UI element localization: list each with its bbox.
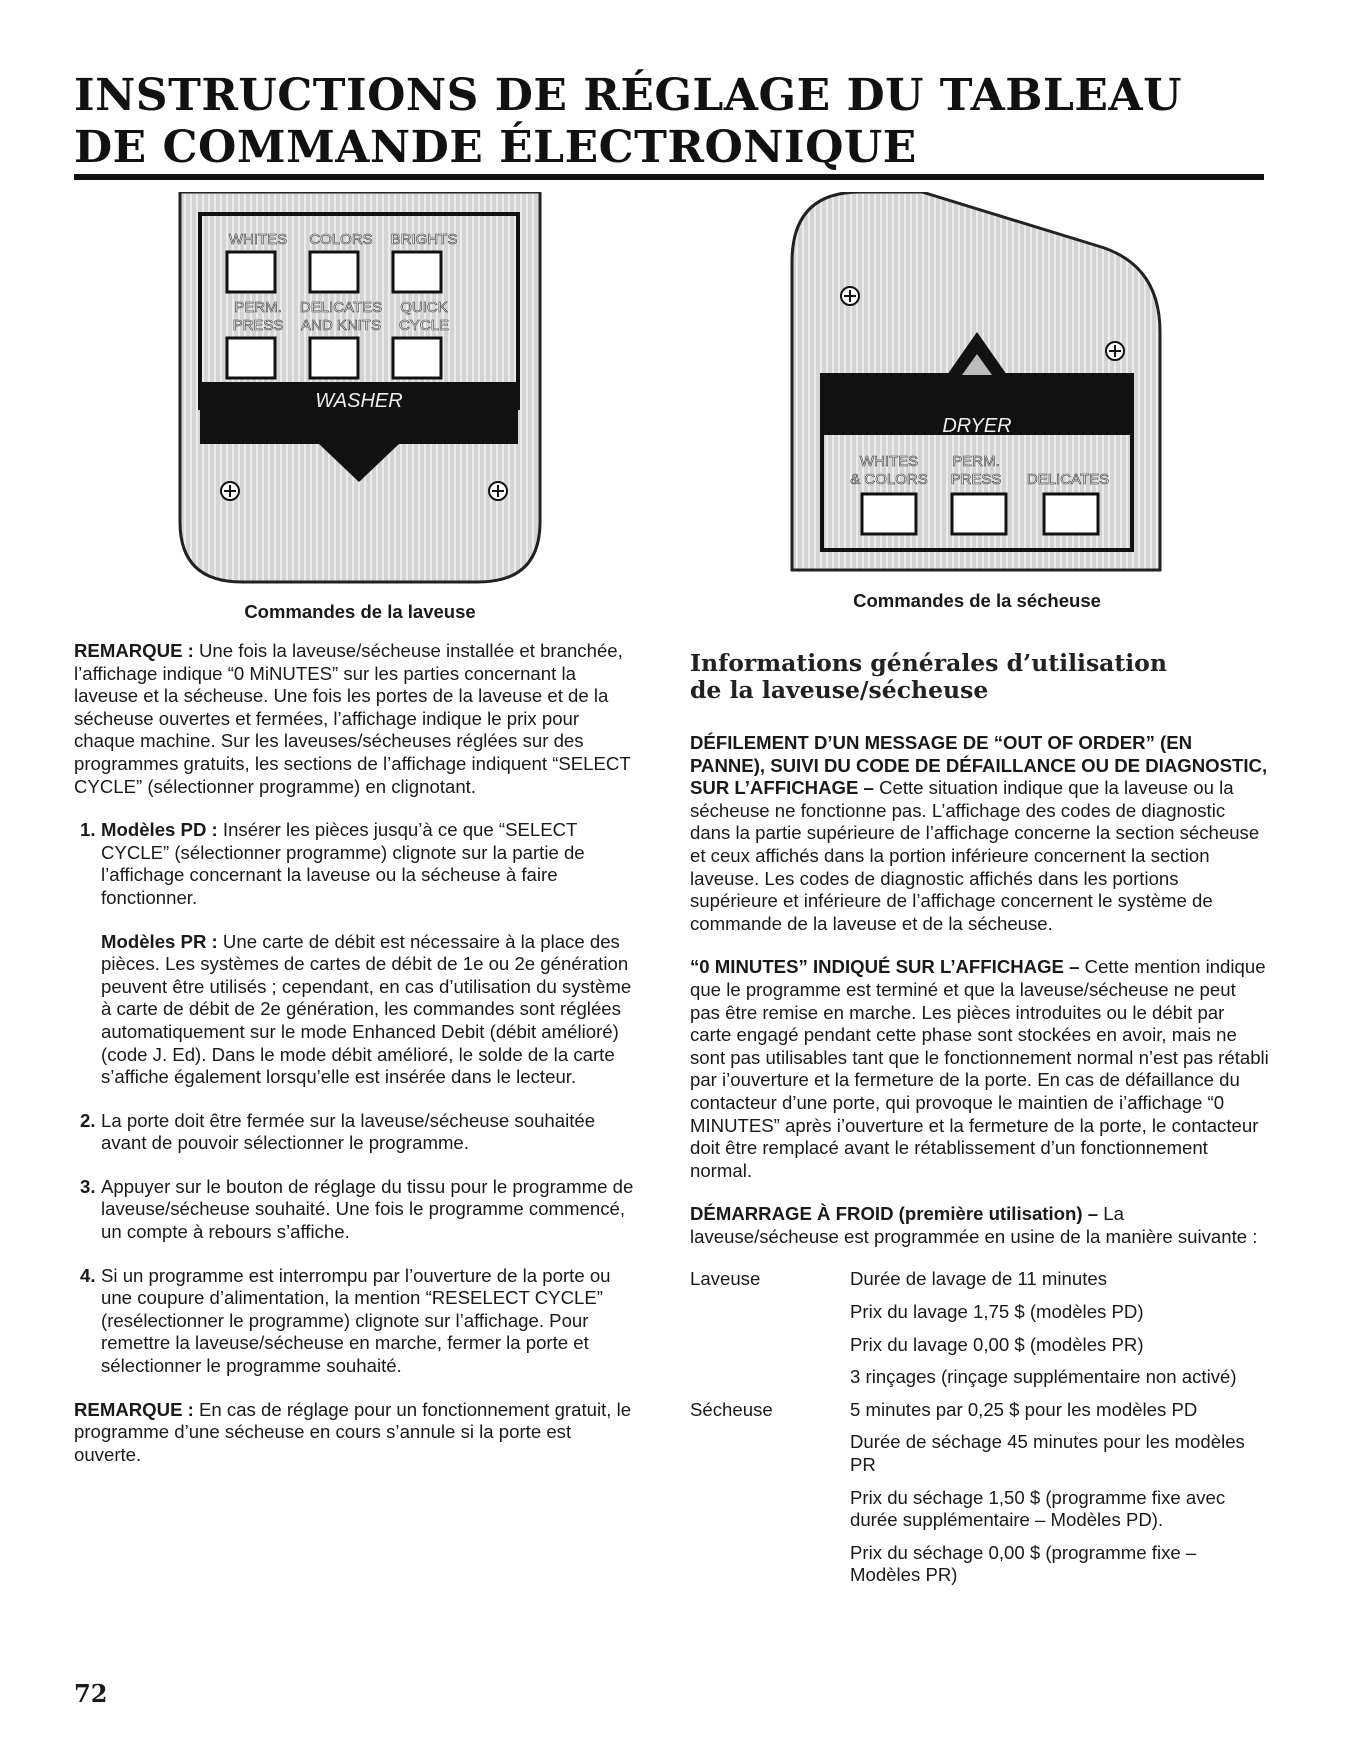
list-item-4-text: Si un programme est interrompu par l’ouverture de la porte ou une coupure d’alimentation, la mention “RESELECT CYCLE” (resélectionner le programme) clignote sur l’affichage. Pour remettre la laveuse/sécheuse en marche, fermer la porte et sélectionner le programme souhaité. xyxy=(101,1264,611,1377)
screw-icon xyxy=(489,482,507,500)
cold-start-paragraph xyxy=(690,1203,1270,1248)
dryer-row-top-label-1: WHITES xyxy=(859,453,919,470)
spec-item: Durée de lavage de 11 minutes xyxy=(850,1268,1108,1290)
page-number: 72 xyxy=(74,1679,108,1708)
list-item-3 xyxy=(74,1176,642,1244)
washer-row1-label-1: WHITES xyxy=(228,231,288,248)
dryer-whites-colors-button[interactable] xyxy=(862,494,916,534)
washer-caption: Commandes de la laveuse xyxy=(244,601,476,622)
remark-2 xyxy=(74,1399,642,1467)
washer-row1-label-3: BRIGHTS xyxy=(390,231,458,248)
washer-brights-button[interactable] xyxy=(393,252,441,292)
washer-row1-label-2: COLORS xyxy=(309,231,373,248)
dryer-label: DRYER xyxy=(942,415,1012,437)
remark-2-label: REMARQUE : xyxy=(74,1398,194,1420)
dryer-perm-press-button[interactable] xyxy=(952,494,1006,534)
list-item-1-text: Insérer les pièces jusqu’à ce que “SELECT CYCLE” (sélectionner programme) clignote sur la partie de l’affichage concernant la laveuse ou la sécheuse à faire fonctionner. xyxy=(101,819,585,908)
cold-start-label: DÉMARRAGE À FROID (première utilisation) – xyxy=(690,1203,1099,1225)
list-item-3-number: 3. xyxy=(80,1175,96,1197)
list-item-4 xyxy=(74,1265,642,1378)
spec-item: 3 rinçages (rinçage supplémentaire non activé) xyxy=(850,1366,1237,1388)
list-item-1-number: 1. xyxy=(80,819,96,841)
remark-1 xyxy=(74,640,642,798)
washer-specs-label: Laveuse xyxy=(690,1268,761,1290)
list-item-4-number: 4. xyxy=(80,1264,96,1286)
right-column xyxy=(690,650,1270,1587)
screw-icon xyxy=(221,482,239,500)
spec-item: 5 minutes par 0,25 $ pour les modèles PD xyxy=(850,1398,1198,1420)
washer-row2-bottom-label-3: CYCLE xyxy=(398,317,450,334)
washer-row2-bottom-label-2: AND KNITS xyxy=(300,317,382,334)
washer-specs-list xyxy=(850,1268,1270,1388)
out-of-order-paragraph xyxy=(690,732,1270,935)
zero-minutes-label: “0 MINUTES” INDIQUÉ SUR L’AFFICHAGE – xyxy=(690,956,1080,978)
washer-whites-button[interactable] xyxy=(227,252,275,292)
washer-panel-illustration xyxy=(178,192,542,584)
dryer-row-bottom-label-2: PRESS xyxy=(950,471,1002,488)
dryer-specs xyxy=(690,1399,1270,1587)
washer-quick-cycle-button[interactable] xyxy=(393,338,441,378)
section-heading-line-2: de la laveuse/sécheuse xyxy=(690,676,989,704)
dryer-panel-svg xyxy=(790,192,1164,572)
washer-delicates-button[interactable] xyxy=(310,338,358,378)
page-title xyxy=(74,70,1274,174)
list-item-1b-text: Une carte de débit est nécessaire à la place des pièces. Les systèmes de cartes de débit de 1e ou 2e génération peuvent être utilisés ; cependant, en cas d’utilisation du système à carte de débit de 2e génération, les commandes sont réglées automatiquement sur le mode Enhanced Debit (débit amélioré) (code J. Ed). Dans le mode débit amélioré, le solde de la carte s’affiche également lorsqu’elle est insérée dans le lecteur. xyxy=(101,930,632,1088)
spec-item: Prix du lavage 1,75 $ (modèles PD) xyxy=(850,1301,1144,1323)
title-rule xyxy=(74,174,1264,180)
dryer-caption: Commandes de la sécheuse xyxy=(853,590,1101,611)
spec-item: Prix du séchage 1,50 $ (programme fixe avec durée supplémentaire – Modèles PD). xyxy=(850,1486,1226,1531)
washer-perm-press-button[interactable] xyxy=(227,338,275,378)
washer-colors-button[interactable] xyxy=(310,252,358,292)
list-item-3-text: Appuyer sur le bouton de réglage du tissu pour le programme de laveuse/sécheuse souhaité. Une fois le programme commencé, un compte à rebours s’affiche. xyxy=(101,1175,634,1243)
title-line-1: INSTRUCTIONS DE RÉGLAGE DU TABLEAU xyxy=(74,70,1182,121)
remark-2-text: En cas de réglage pour un fonctionnement gratuit, le programme d’une sécheuse en cours s’annule si la porte est ouverte. xyxy=(74,1398,632,1465)
list-item-2-text: La porte doit être fermée sur la laveuse/sécheuse souhaitée avant de pouvoir sélectionner le programme. xyxy=(101,1109,596,1154)
washer-label: WASHER xyxy=(315,390,403,412)
out-of-order-text: Cette situation indique que la laveuse ou la sécheuse ne fonctionne pas. L’affichage des codes de diagnostic dans la partie supérieure de l’affichage concerne la section sécheuse et ceux affichés dans la portion inférieure concernent la section laveuse. Les codes de diagnostic affichés dans les portions supérieure et inférieure de l’affichage concernent le système de commande de la laveuse et de la sécheuse. xyxy=(690,777,1260,934)
title-line-2: DE COMMANDE ÉLECTRONIQUE xyxy=(74,122,917,173)
list-item-2 xyxy=(74,1110,642,1155)
zero-minutes-paragraph xyxy=(690,956,1270,1182)
washer-panel-svg xyxy=(178,192,542,584)
dryer-specs-list xyxy=(850,1399,1270,1587)
section-heading-line-1: Informations générales d’utilisation xyxy=(690,649,1167,677)
dryer-specs-label: Sécheuse xyxy=(690,1398,773,1420)
spec-item: Prix du séchage 0,00 $ (programme fixe – Modèles PR) xyxy=(850,1541,1197,1586)
dryer-row-bottom-label-1: & COLORS xyxy=(850,471,928,488)
section-heading xyxy=(690,650,1270,704)
dryer-row-top-label-2: PERM. xyxy=(952,453,1000,470)
zero-minutes-text: Cette mention indique que le programme est terminé et que la laveuse/sécheuse ne peut pas être remise en marche. Les pièces introduites ou le débit par carte engagé pendant cette phase sont stockées en avoir, mais ne sont pas utilisables tant que le fonctionnement normal n’est pas rétabli par i’ouverture et la fermeture de la porte. En cas de défaillance du contacteur d’une porte, qui provoque le maintien de i’affichage “0 MINUTES” après i’ouverture et la fermeture de la porte, le contacteur doit être remplacé avant le rétablissement d’un fonctionnement normal. xyxy=(690,956,1269,1181)
remark-1-text: Une fois la laveuse/sécheuse installée et branchée, l’affichage indique “0 MiNUTES” sur les parties concernant la laveuse et la sécheuse. Une fois les portes de la laveuse et de la sécheuse ouvertes et fermées, l’affichage indique le prix pour chaque machine. Sur les laveuses/sécheuses réglées sur des programmes gratuits, les sections de l’affichage indiquent “SELECT CYCLE” (sélectionner programme) en clignotant. xyxy=(74,640,631,797)
washer-row2-bottom-label-1: PRESS xyxy=(232,317,284,334)
list-item-1 xyxy=(74,819,642,909)
washer-row2-top-label-2: DELICATES xyxy=(299,299,383,316)
dryer-panel-illustration xyxy=(790,192,1164,572)
washer-row2-top-label-1: PERM. xyxy=(234,299,282,316)
washer-row2-top-label-3: QUICK xyxy=(400,299,448,316)
list-item-1b xyxy=(74,931,642,1089)
cold-start-text: La laveuse/sécheuse est programmée en usine de la manière suivante : xyxy=(690,1203,1258,1247)
spec-item: Durée de séchage 45 minutes pour les modèles PR xyxy=(850,1431,1245,1476)
out-of-order-label: DÉFILEMENT D’UN MESSAGE DE “OUT OF ORDER” (EN PANNE), SUIVI DU CODE DE DÉFAILLANCE OU DE DIAGNOSTIC, SUR L’AFFICHAGE – xyxy=(690,732,1268,799)
dryer-row-bottom-label-3: DELICATES xyxy=(1026,471,1110,488)
list-item-1b-label: Modèles PR : xyxy=(101,930,218,952)
list-item-2-number: 2. xyxy=(80,1109,96,1131)
dryer-delicates-button[interactable] xyxy=(1044,494,1098,534)
spec-item: Prix du lavage 0,00 $ (modèles PR) xyxy=(850,1333,1144,1355)
washer-specs xyxy=(690,1268,1270,1388)
screw-icon xyxy=(1106,342,1124,360)
remark-1-label: REMARQUE : xyxy=(74,640,194,661)
left-column xyxy=(74,640,642,1466)
list-item-1-label: Modèles PD : xyxy=(101,819,218,841)
screw-icon xyxy=(841,287,859,305)
